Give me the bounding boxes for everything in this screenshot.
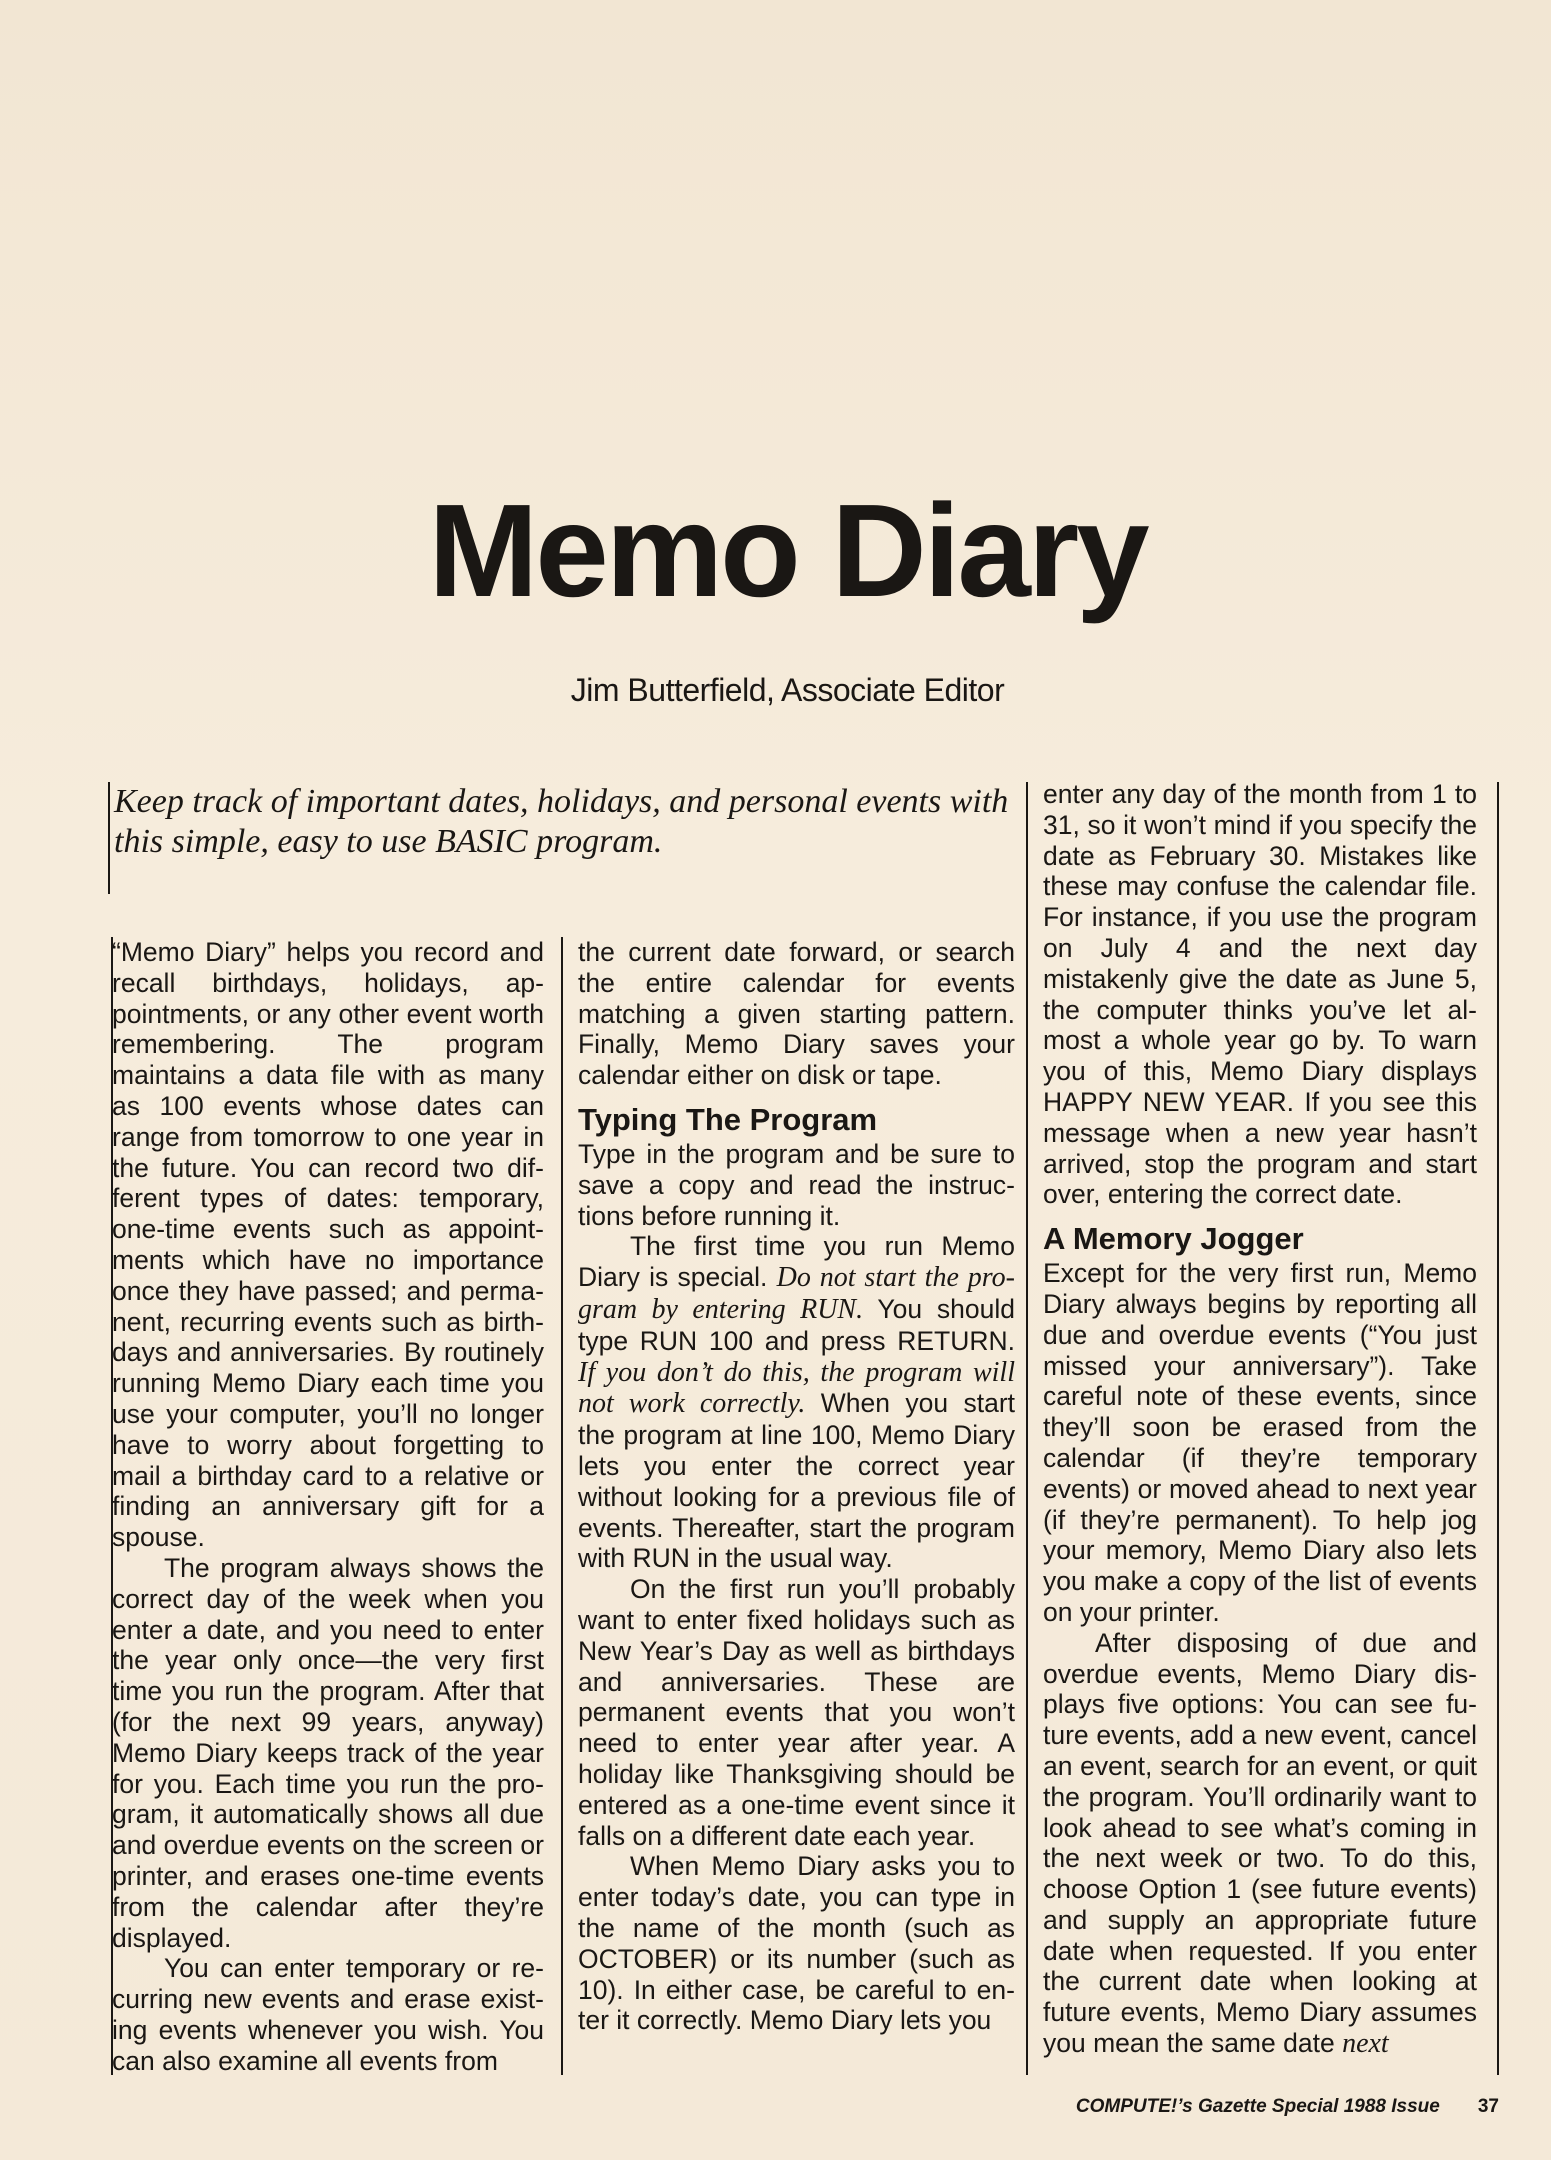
column-rule-2 [1026,782,1028,2075]
body-paragraph: Except for the very first run, Memo Diary always begins by reporting all due and overdue events (“You just missed your anniversary”). Take careful note of these events, since they’ll soon be erased from the calendar (if they’re temporary events) or moved ahead to next year (if they’re permanent). To help jog your memory, Memo Diary also lets you make a copy of the list of events on your printer. [1043,1258,1477,1627]
text-run: You should type RUN 100 and press RETURN. [578,1293,1016,1356]
body-paragraph: You can enter temporary or recurring new events and erase existing events whenever you wish. You can also examine all events from [112,1953,544,2076]
article-deck: Keep track of important dates, holidays, and personal events with this simple, easy to use BASIC program. [108,782,1014,894]
section-heading: A Memory Jogger [1043,1221,1304,1257]
column-3 [1043,779,1477,2060]
body-paragraph: “Memo Diary” helps you record and recall birthdays, holidays, appointments, or any other event worth remembering. The program maintains a data file with as many as 100 events whose dates can range from tomorrow to one year in the future. You can record two different types of dates: temporary, one-time events such as appointments which have no importance once they have passed; and permanent, recurring events such as birthdays and anniversaries. By routinely running Memo Diary each time you use your computer, you’ll no longer have to worry about forgetting to mail a birthday card to a relative or finding an anniversary gift for a spouse. [112,937,544,1553]
emphasis-text: Do not start the program by entering RUN. [578,1262,1015,1325]
text-run: When you start the program at line 100, Memo Diary lets you enter the correct year without looking for a previous file of events. Thereafter, start the program with RUN in the usual way. [578,1388,1016,1574]
body-paragraph: On the first run you’ll probably want to enter fixed holidays such as New Year’s Day as well as birthdays and anniversaries. These are permanent events that you won’t need to enter year after year. A holiday like Thanksgiving should be entered as a one-time event since it falls on a different date each year. [578,1574,1015,1851]
page-number: 37 [1477,2096,1499,2117]
page-footer [1076,2096,1499,2118]
body-paragraph: The program always shows the correct day of the week when you enter a date, and you need to enter the year only once—the very first time you run the program. After that (for the next 99 years, anyway) Memo Diary keeps track of the year for you. Each time you run the program, it automatically shows all due and overdue events on the screen or printer, and erases one-time events from the calendar after they’re displayed. [112,1552,544,1953]
body-paragraph: the current date forward, or search the entire calendar for events matching a given starting pattern. Finally, Memo Diary saves your calendar either on disk or tape. [578,937,1015,1091]
column-rule-1 [561,937,563,2075]
article-title: Memo Diary [428,477,1147,624]
body-paragraph: Type in the program and be sure to save a copy and read the instructions before running it. [578,1138,1015,1231]
body-paragraph [578,1231,1015,1574]
column-rule-right [1497,782,1499,2075]
publication-name: COMPUTE!’s Gazette Special 1988 Issue [1075,2096,1440,2117]
text-run: After disposing of due and overdue events, Memo Diary displays five options: You can see future events, add a new event, cancel an event, search for an event, or quit the program. You’ll ordinarily want to look ahead to see what’s coming in the next week or two. To do this, choose Option 1 (see future events) and supply an appropriate future date when requested. If you enter the current date when looking at future events, Memo Diary assumes you mean the same date [1043,1627,1477,2059]
emphasis-text: If you don’t do this, the program will not work correctly. [578,1356,1015,1420]
body-paragraph: enter any day of the month from 1 to 31, so it won’t mind if you specify the date as February 30. Mistakes like these may confuse the calendar file. For instance, if you use the program on July 4 and the next day mistakenly give the date as June 5, the computer thinks you’ve let almost a whole year go by. To warn you of this, Memo Diary displays HAPPY NEW YEAR. If you see this message when a new year hasn’t arrived, stop the program and start over, entering the correct date. [1043,779,1477,1210]
body-paragraph: When Memo Diary asks you to enter today’s date, you can type in the name of the month (such as OCTOBER) or its number (such as 10). In either case, be careful to enter it correctly. Memo Diary lets you [578,1851,1015,2036]
column-2 [578,937,1015,2036]
byline: Jim Butterfield, Associate Editor [570,672,1005,708]
body-paragraph [1043,1628,1477,2060]
text-run: The first time you run Memo Diary is special. [578,1231,1015,1293]
section-heading: Typing The Program [578,1101,878,1137]
column-1 [112,937,544,2076]
emphasis-text: next [1342,2028,1389,2060]
